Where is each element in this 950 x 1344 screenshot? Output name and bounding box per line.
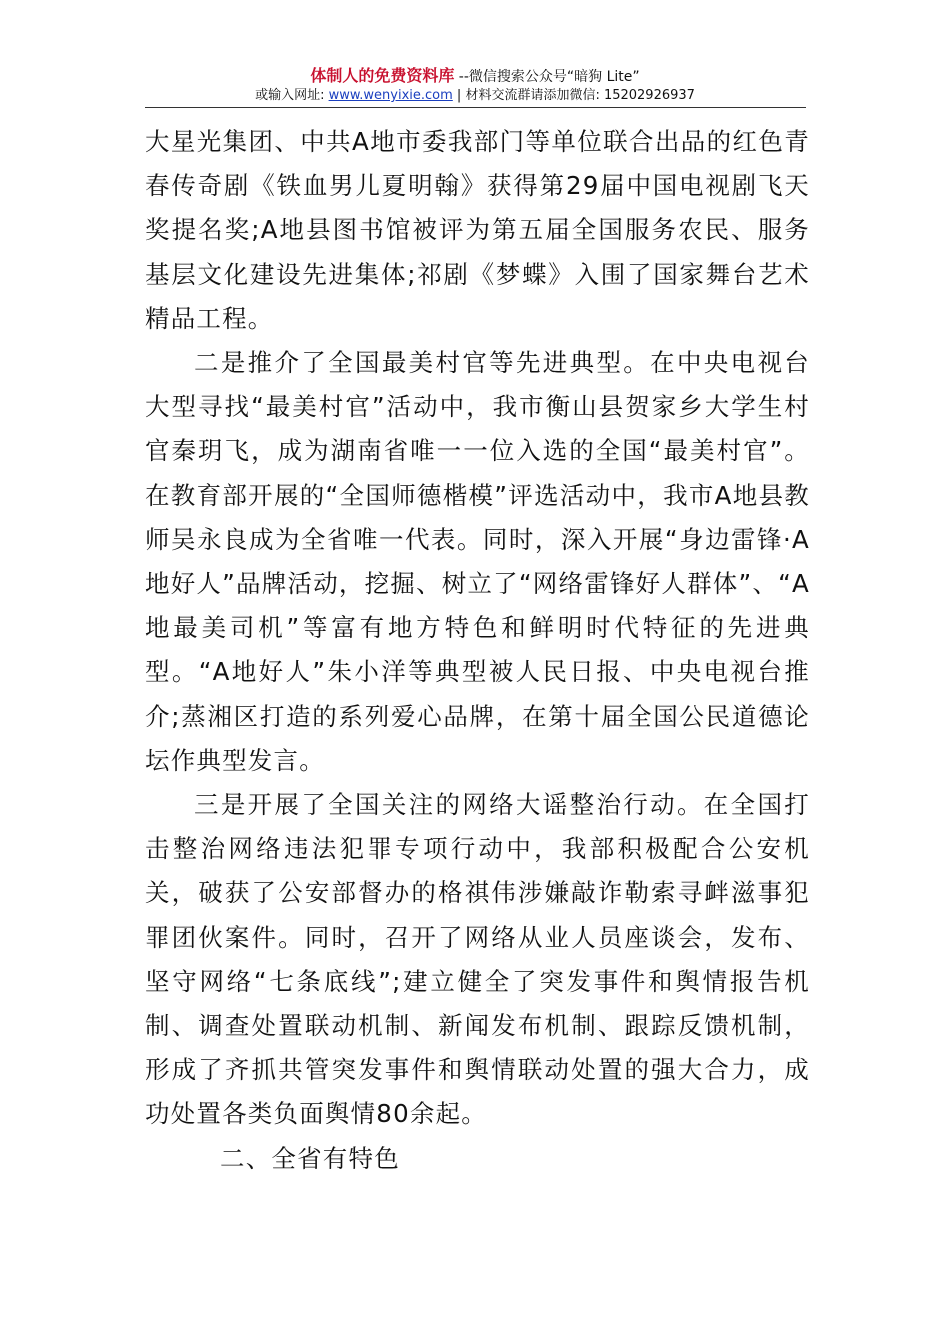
page-header xyxy=(145,66,805,105)
header-contact: | 材料交流群请添加微信: 15202926937 xyxy=(452,88,695,103)
header-tagline: --微信搜索公众号“暗狗 Lite” xyxy=(454,69,640,85)
header-url-link[interactable]: www.wenyixie.com xyxy=(328,88,453,103)
header-url-prefix: 或输入网址: xyxy=(255,88,329,103)
header-brand: 体制人的免费资料库 xyxy=(310,66,455,85)
header-divider xyxy=(145,107,806,108)
paragraph-rumor-control: 三是开展了全国关注的网络大谣整治行动。在全国打击整治网络违法犯罪专项行动中，我部积极配合公安机关，破获了公安部督办的格祺伟涉嫌敲诈勒索寻衅滋事犯罪团伙案件。同时，召开了网络从业人员座谈会，发布、坚守网络“七条底线”;建立健全了突发事件和舆情报告机制、调查处置联动机制、新闻发布机制、跟踪反馈机制，形成了齐抓共管突发事件和舆情联动处置的强大合力，成功处置各类负面舆情80余起。 xyxy=(145,790,810,1129)
section-heading: 二、全省有特色 xyxy=(220,1143,400,1173)
document-body xyxy=(145,120,810,1181)
paragraph-continuation: 大星光集团、中共A地市委我部门等单位联合出品的红色青春传奇剧《铁血男儿夏明翰》获得第29届中国电视剧飞天奖提名奖;A地县图书馆被评为第五届全国服务农民、服务基层文化建设先进集体;祁剧《梦蝶》入围了国家舞台艺术精品工程。 xyxy=(145,127,810,333)
header-line-1 xyxy=(145,66,805,87)
header-line-2 xyxy=(145,87,805,105)
paragraph-role-models: 二是推介了全国最美村官等先进典型。在中央电视台大型寻找“最美村官”活动中，我市衡山县贺家乡大学生村官秦玥飞，成为湖南省唯一一位入选的全国“最美村官”。在教育部开展的“全国师德楷模”评选活动中，我市A地县教师吴永良成为全省唯一代表。同时，深入开展“身边雷锋·A地好人”品牌活动，挖掘、树立了“网络雷锋好人群体”、“A地最美司机”等富有地方特色和鲜明时代特征的先进典型。“A地好人”朱小洋等典型被人民日报、中央电视台推介;蒸湘区打造的系列爱心品牌，在第十届全国公民道德论坛作典型发言。 xyxy=(145,348,810,775)
